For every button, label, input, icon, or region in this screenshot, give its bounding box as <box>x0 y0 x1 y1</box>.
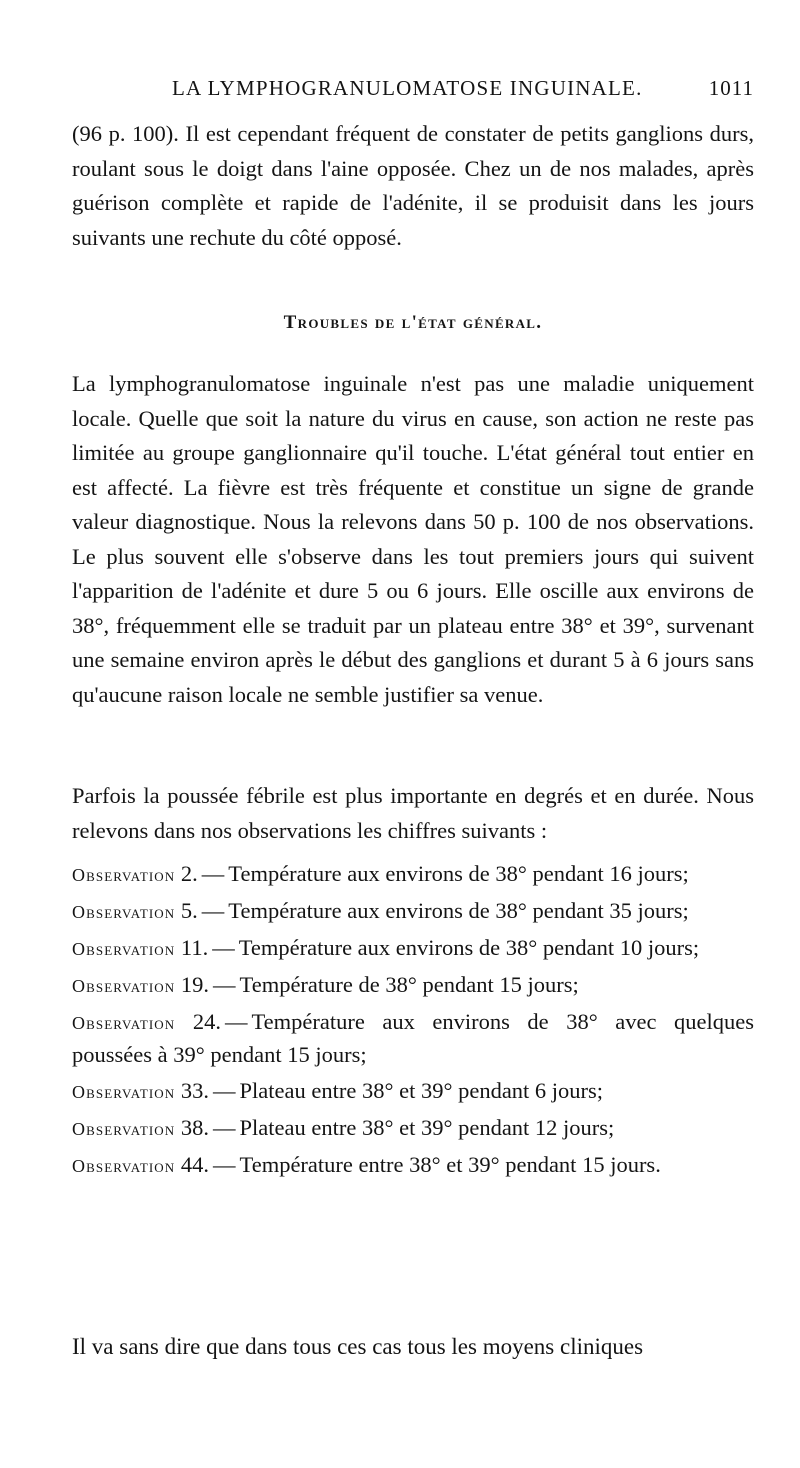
observation-dash: — <box>212 934 235 960</box>
observation-label: Observation <box>72 1081 176 1102</box>
observation-label: Observation <box>72 1155 176 1176</box>
observation-number: 24. <box>192 1008 221 1034</box>
observation-item <box>72 858 754 892</box>
paragraph-continuation: (96 p. 100). Il est cependant fréquent de constater de petits ganglions durs, roulant sous le doigt dans l'aine opposée. Chez un de nos malades, après guérison complète et rapide de l'adénite, il se produisit dans les jours suivants une rechute du côté opposé. <box>72 121 754 250</box>
observation-text: Plateau entre 38° et 39° pendant 6 jours; <box>239 1077 604 1103</box>
observation-number: 44. <box>180 1151 210 1177</box>
observation-dash: — <box>201 897 225 923</box>
observation-text: Plateau entre 38° et 39° pendant 12 jours; <box>239 1114 615 1140</box>
observation-label: Observation <box>72 865 176 885</box>
observation-label: Observation <box>72 975 176 996</box>
observation-number: 19. <box>180 971 210 997</box>
observation-number: 33. <box>180 1077 210 1103</box>
observation-item <box>72 969 754 1003</box>
observation-number: 2. <box>180 861 198 886</box>
observation-text: Température entre 38° et 39° pendant 15 jours. <box>239 1151 661 1177</box>
observation-list <box>72 858 754 1186</box>
observation-item <box>72 1006 754 1072</box>
observation-text: Température aux environs de 38° pendant 35 jours; <box>228 897 689 923</box>
observation-item <box>72 895 754 929</box>
observation-item <box>72 932 754 966</box>
observation-dash: — <box>213 1114 236 1140</box>
observation-item <box>72 1075 754 1109</box>
observation-item <box>72 1112 754 1146</box>
observation-dash: — <box>224 1008 248 1034</box>
running-title: LA LYMPHOGRANULOMATOSE INGUINALE. <box>172 76 643 100</box>
observation-item <box>72 1149 754 1183</box>
observation-dash: — <box>213 971 236 997</box>
observation-number: 11. <box>180 934 209 960</box>
observation-text: Température aux environs de 38° pendant 16 jours; <box>228 861 689 886</box>
observation-label: Observation <box>72 1118 176 1139</box>
observation-label: Observation <box>72 901 176 922</box>
observation-text: Température aux environs de 38° pendant 10 jours; <box>238 934 700 960</box>
observation-dash: — <box>213 1151 236 1177</box>
observation-text: Température aux environs de 38° avec quelques poussées à 39° pendant 15 jours; <box>72 1008 754 1068</box>
observation-dash: — <box>201 861 225 886</box>
observation-number: 5. <box>180 897 198 923</box>
observation-number: 38. <box>180 1114 210 1140</box>
observation-text: Température de 38° pendant 15 jours; <box>239 971 579 997</box>
observation-label: Observation <box>72 1012 176 1033</box>
running-head <box>72 76 754 106</box>
paragraph-general-state: La lymphogranulomatose inguinale n'est pas une maladie uniquement locale. Quelle que soit la nature du virus en cause, son action ne reste pas limitée au groupe ganglionnaire qu'il touche. L'état général tout entier en est affecté. La fièvre est très fréquente et constitue un signe de grande valeur diagnostique. Nous la relevons dans 50 p. 100 de nos observations. Le plus souvent elle s'observe dans les tout premiers jours qui suivent l'apparition de l'adénite et dure 5 ou 6 jours. Elle oscille aux environs de 38°, fréquemment elle se traduit par un plateau entre 38° et 39°, survenant une semaine environ après le début des ganglions et durant 5 à 6 jours sans qu'aucune raison locale ne semble justifier sa venue. <box>72 371 754 707</box>
observation-dash: — <box>213 1077 236 1103</box>
page-number: 1011 <box>708 76 754 100</box>
paragraph-febrile-surge: Parfois la poussée fébrile est plus importante en degrés et en durée. Nous relevons dans nos observations les chiffres suivants : <box>72 783 754 843</box>
observation-label: Observation <box>72 938 176 959</box>
book-page <box>72 0 754 1468</box>
paragraph-final: Il va sans dire que dans tous ces cas tous les moyens cliniques <box>72 1334 644 1359</box>
section-heading: Troubles de l'état général. <box>283 312 543 333</box>
